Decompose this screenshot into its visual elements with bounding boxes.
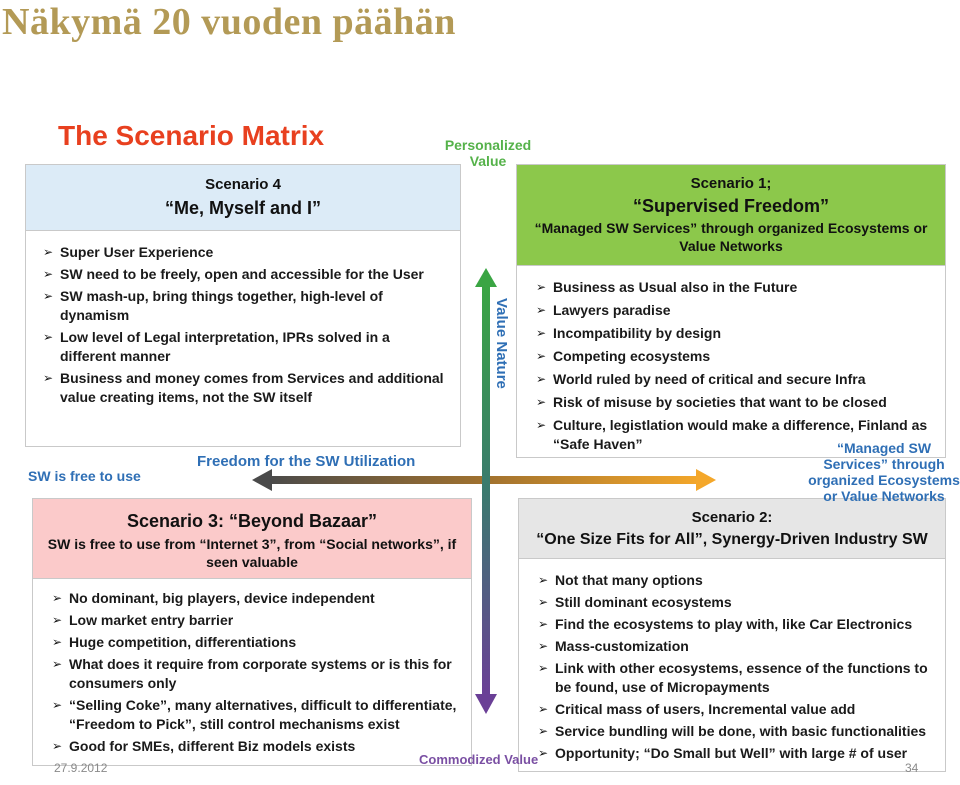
scenario2-box bbox=[518, 498, 946, 772]
list-item: ➢ Mass-customization bbox=[535, 637, 935, 656]
matrix-title: The Scenario Matrix bbox=[58, 120, 325, 151]
list-item: ➢ Super User Experience bbox=[40, 243, 446, 262]
right-axis-label bbox=[808, 440, 960, 504]
right-axis-label-line: “Managed SW bbox=[836, 440, 932, 456]
left-axis-label: SW is free to use bbox=[28, 468, 141, 484]
scenario1-header bbox=[517, 165, 945, 266]
scenario1-subheading: “Supervised Freedom” bbox=[632, 196, 830, 216]
list-item: ➢ Opportunity; “Do Small but Well” with large # of user bbox=[535, 744, 935, 763]
top-axis-label bbox=[440, 137, 536, 169]
scenario2-header bbox=[519, 499, 945, 559]
scenario4-header bbox=[26, 165, 460, 231]
right-axis-label-line: or Value Networks bbox=[823, 488, 945, 504]
list-item: ➢ Huge competition, differentiations bbox=[49, 633, 457, 652]
list-item: ➢ Service bundling will be done, with basic functionalities bbox=[535, 722, 935, 741]
list-item: ➢ “Selling Coke”, many alternatives, difficult to differentiate, “Freedom to Pick”, still control mechanisms exist bbox=[49, 696, 457, 734]
top-axis-label-line: Value bbox=[469, 153, 507, 169]
list-item: ➢ Critical mass of users, Incremental value add bbox=[535, 700, 935, 719]
vertical-axis-label-wrap bbox=[490, 298, 510, 408]
right-axis-label-line: Services” through bbox=[823, 456, 945, 472]
scenario4-heading: Scenario 4 bbox=[205, 176, 281, 193]
scenario4-list bbox=[26, 231, 460, 407]
list-item: ➢ Lawyers paradise bbox=[533, 301, 931, 320]
list-item: ➢ Find the ecosystems to play with, like Car Electronics bbox=[535, 615, 935, 634]
list-item: ➢ Low level of Legal interpretation, IPRs solved in a different manner bbox=[40, 328, 446, 366]
list-item: ➢ Link with other ecosystems, essence of the functions to be found, use of Micropayments bbox=[535, 659, 935, 697]
scenario1-box bbox=[516, 164, 946, 458]
top-axis-label-line: Personalized bbox=[444, 137, 532, 153]
list-item: ➢ World ruled by need of critical and secure Infra bbox=[533, 370, 931, 389]
list-item: ➢ Business and money comes from Services and additional value creating items, not the SW itself bbox=[40, 369, 446, 407]
scenario3-box bbox=[32, 498, 472, 766]
scenario3-list bbox=[33, 579, 471, 756]
scenario2-list bbox=[519, 559, 945, 763]
list-item: ➢ SW mash-up, bring things together, high-level of dynamism bbox=[40, 287, 446, 325]
list-item: ➢ Competing ecosystems bbox=[533, 347, 931, 366]
scenario2-heading: Scenario 2: bbox=[691, 509, 773, 526]
list-item: ➢ Incompatibility by design bbox=[533, 324, 931, 343]
list-item: ➢ What does it require from corporate systems or is this for consumers only bbox=[49, 655, 457, 693]
list-item: ➢ Low market entry barrier bbox=[49, 611, 457, 630]
scenario3-header bbox=[33, 499, 471, 579]
vertical-axis-label: Value Nature bbox=[493, 298, 510, 389]
list-item: ➢ Not that many options bbox=[535, 571, 935, 590]
list-item: ➢ Culture, legistlation would make a difference, Finland as “Safe Haven” bbox=[533, 416, 931, 454]
scenario3-description: SW is free to use from “Internet 3”, from “Social networks”, if seen valuable bbox=[47, 536, 457, 570]
horizontal-axis-label: Freedom for the SW Utilization bbox=[197, 453, 416, 470]
list-item: ➢ Business as Usual also in the Future bbox=[533, 278, 931, 297]
scenario1-description: “Managed SW Services” through organized Ecosystems or Value Networks bbox=[534, 220, 928, 254]
slide-title: Näkymä 20 vuoden päähän bbox=[2, 1, 456, 43]
list-item: ➢ SW need to be freely, open and accessible for the User bbox=[40, 265, 446, 284]
right-axis-label-line: organized Ecosystems bbox=[808, 472, 960, 488]
list-item: ➢ Good for SMEs, different Biz models exists bbox=[49, 737, 457, 756]
scenario3-heading: Scenario 3: “Beyond Bazaar” bbox=[126, 511, 378, 531]
page-number: 34 bbox=[905, 761, 919, 775]
scenario1-heading: Scenario 1; bbox=[690, 175, 772, 192]
list-item: ➢ No dominant, big players, device independent bbox=[49, 589, 457, 608]
slide-date: 27.9.2012 bbox=[54, 761, 108, 775]
scenario4-subheading: “Me, Myself and I” bbox=[164, 198, 322, 218]
scenario1-list bbox=[517, 266, 945, 454]
scenario4-box bbox=[25, 164, 461, 447]
list-item: ➢ Still dominant ecosystems bbox=[535, 593, 935, 612]
bottom-axis-label: Commodized Value bbox=[419, 752, 539, 767]
list-item: ➢ Risk of misuse by societies that want to be closed bbox=[533, 393, 931, 412]
scenario2-subheading: “One Size Fits for All”, Synergy-Driven Industry SW bbox=[536, 531, 928, 548]
